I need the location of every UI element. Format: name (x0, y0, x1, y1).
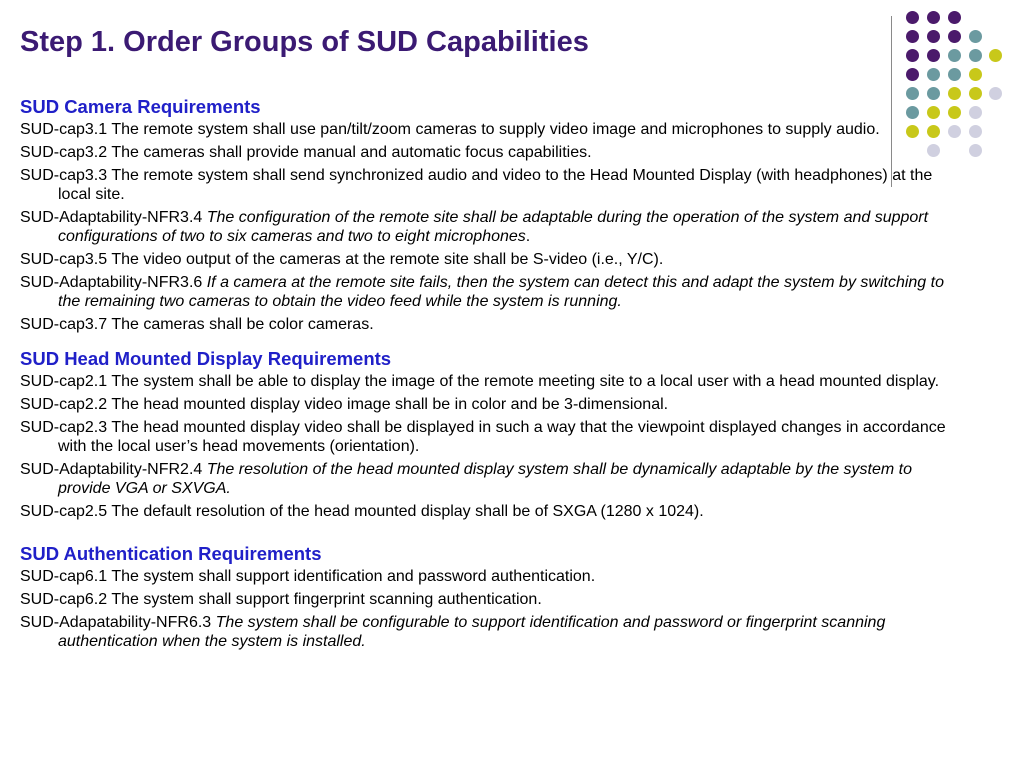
decorative-dot (906, 30, 919, 43)
decorative-dot (969, 30, 982, 43)
decorative-dot (948, 49, 961, 62)
requirement-item (20, 590, 950, 609)
decorative-dot (969, 68, 982, 81)
decorative-dot (906, 68, 919, 81)
requirement-item (20, 372, 950, 391)
requirement-item (20, 250, 950, 269)
requirement-text: If a camera at the remote site fails, then the system can detect this and adapt the system by switching to the remaining two cameras to obtain the video feed while the system is running. (58, 274, 944, 310)
requirement-id: SUD-Adaptability-NFR3.6 (20, 274, 203, 291)
decorative-dot (969, 87, 982, 100)
requirement-id: SUD-Adapatability-NFR6.3 (20, 614, 212, 631)
decorative-dot (948, 68, 961, 81)
decorative-dot (948, 11, 961, 24)
decorative-dot (948, 30, 961, 43)
requirement-id: SUD-Adaptability-NFR2.4 (20, 461, 203, 478)
requirement-text: The system shall support fingerprint scanning authentication. (111, 591, 542, 608)
requirement-text-tail: . (525, 228, 531, 245)
requirement-id: SUD-cap2.1 (20, 373, 108, 390)
requirement-item (20, 418, 950, 456)
requirement-text: The remote system shall send synchronized audio and video to the Head Mounted Display (with headphones) at the local site. (58, 167, 933, 203)
requirements-body (20, 96, 950, 655)
requirement-item (20, 613, 950, 651)
section-heading: SUD Head Mounted Display Requirements (20, 348, 392, 369)
decorative-dot (989, 87, 1002, 100)
requirement-text: The configuration of the remote site shall be adaptable during the operation of the system and support configurations of two to six cameras and two to eight microphones (58, 209, 929, 245)
requirement-id: SUD-cap3.5 (20, 251, 108, 268)
requirement-text: The video output of the cameras at the remote site shall be S-video (i.e., Y/C). (111, 251, 664, 268)
requirement-text: The head mounted display video image shall be in color and be 3-dimensional. (111, 396, 669, 413)
hmd-requirements-section (20, 348, 950, 521)
requirement-item (20, 273, 950, 311)
requirement-text: The system shall be configurable to support identification and password or fingerprint scanning authentication when the system is installed. (58, 614, 886, 650)
requirement-text: The system shall be able to display the image of the remote meeting site to a local user with a head mounted display. (111, 373, 940, 390)
requirement-id: SUD-Adaptability-NFR3.4 (20, 209, 203, 226)
decorative-dot (969, 125, 982, 138)
requirement-id: SUD-cap2.3 (20, 419, 108, 436)
requirement-text: The system shall support identification and password authentication. (111, 568, 596, 585)
requirement-item (20, 120, 950, 139)
requirement-item (20, 567, 950, 586)
requirement-text: The cameras shall be color cameras. (111, 316, 374, 333)
decorative-dot (969, 106, 982, 119)
requirement-item (20, 395, 950, 414)
requirement-id: SUD-cap3.1 (20, 121, 108, 138)
decorative-dot (927, 49, 940, 62)
authentication-requirements-section (20, 543, 950, 651)
requirement-text: The default resolution of the head mounted display shall be of SXGA (1280 x 1024). (111, 503, 704, 520)
requirement-item (20, 143, 950, 162)
section-heading: SUD Authentication Requirements (20, 543, 322, 564)
requirement-item (20, 166, 950, 204)
requirement-item (20, 315, 950, 334)
slide-title: Step 1. Order Groups of SUD Capabilities (20, 26, 589, 58)
decorative-dot (969, 49, 982, 62)
requirement-id: SUD-cap2.5 (20, 503, 108, 520)
requirement-item (20, 460, 950, 498)
requirement-text: The head mounted display video shall be displayed in such a way that the viewpoint displayed changes in accordance with the local user’s head movements (orientation). (58, 419, 946, 455)
requirement-id: SUD-cap6.2 (20, 591, 108, 608)
section-heading: SUD Camera Requirements (20, 96, 261, 117)
requirement-text: The cameras shall provide manual and automatic focus capabilities. (111, 144, 592, 161)
requirement-id: SUD-cap2.2 (20, 396, 108, 413)
requirement-item (20, 502, 950, 521)
decorative-dot (927, 68, 940, 81)
camera-requirements-section (20, 96, 950, 334)
decorative-dot (927, 30, 940, 43)
requirement-text: The remote system shall use pan/tilt/zoom cameras to supply video image and microphones to supply audio. (111, 121, 880, 138)
requirement-id: SUD-cap3.7 (20, 316, 108, 333)
requirement-id: SUD-cap6.1 (20, 568, 108, 585)
decorative-dot (989, 49, 1002, 62)
requirement-text: The resolution of the head mounted display system shall be dynamically adaptable by the system to provide VGA or SXVGA. (58, 461, 913, 497)
decorative-dot (927, 11, 940, 24)
decorative-dot (906, 11, 919, 24)
decorative-dot (969, 144, 982, 157)
requirement-item (20, 208, 950, 246)
requirement-id: SUD-cap3.3 (20, 167, 108, 184)
decorative-dot (906, 49, 919, 62)
requirement-id: SUD-cap3.2 (20, 144, 108, 161)
